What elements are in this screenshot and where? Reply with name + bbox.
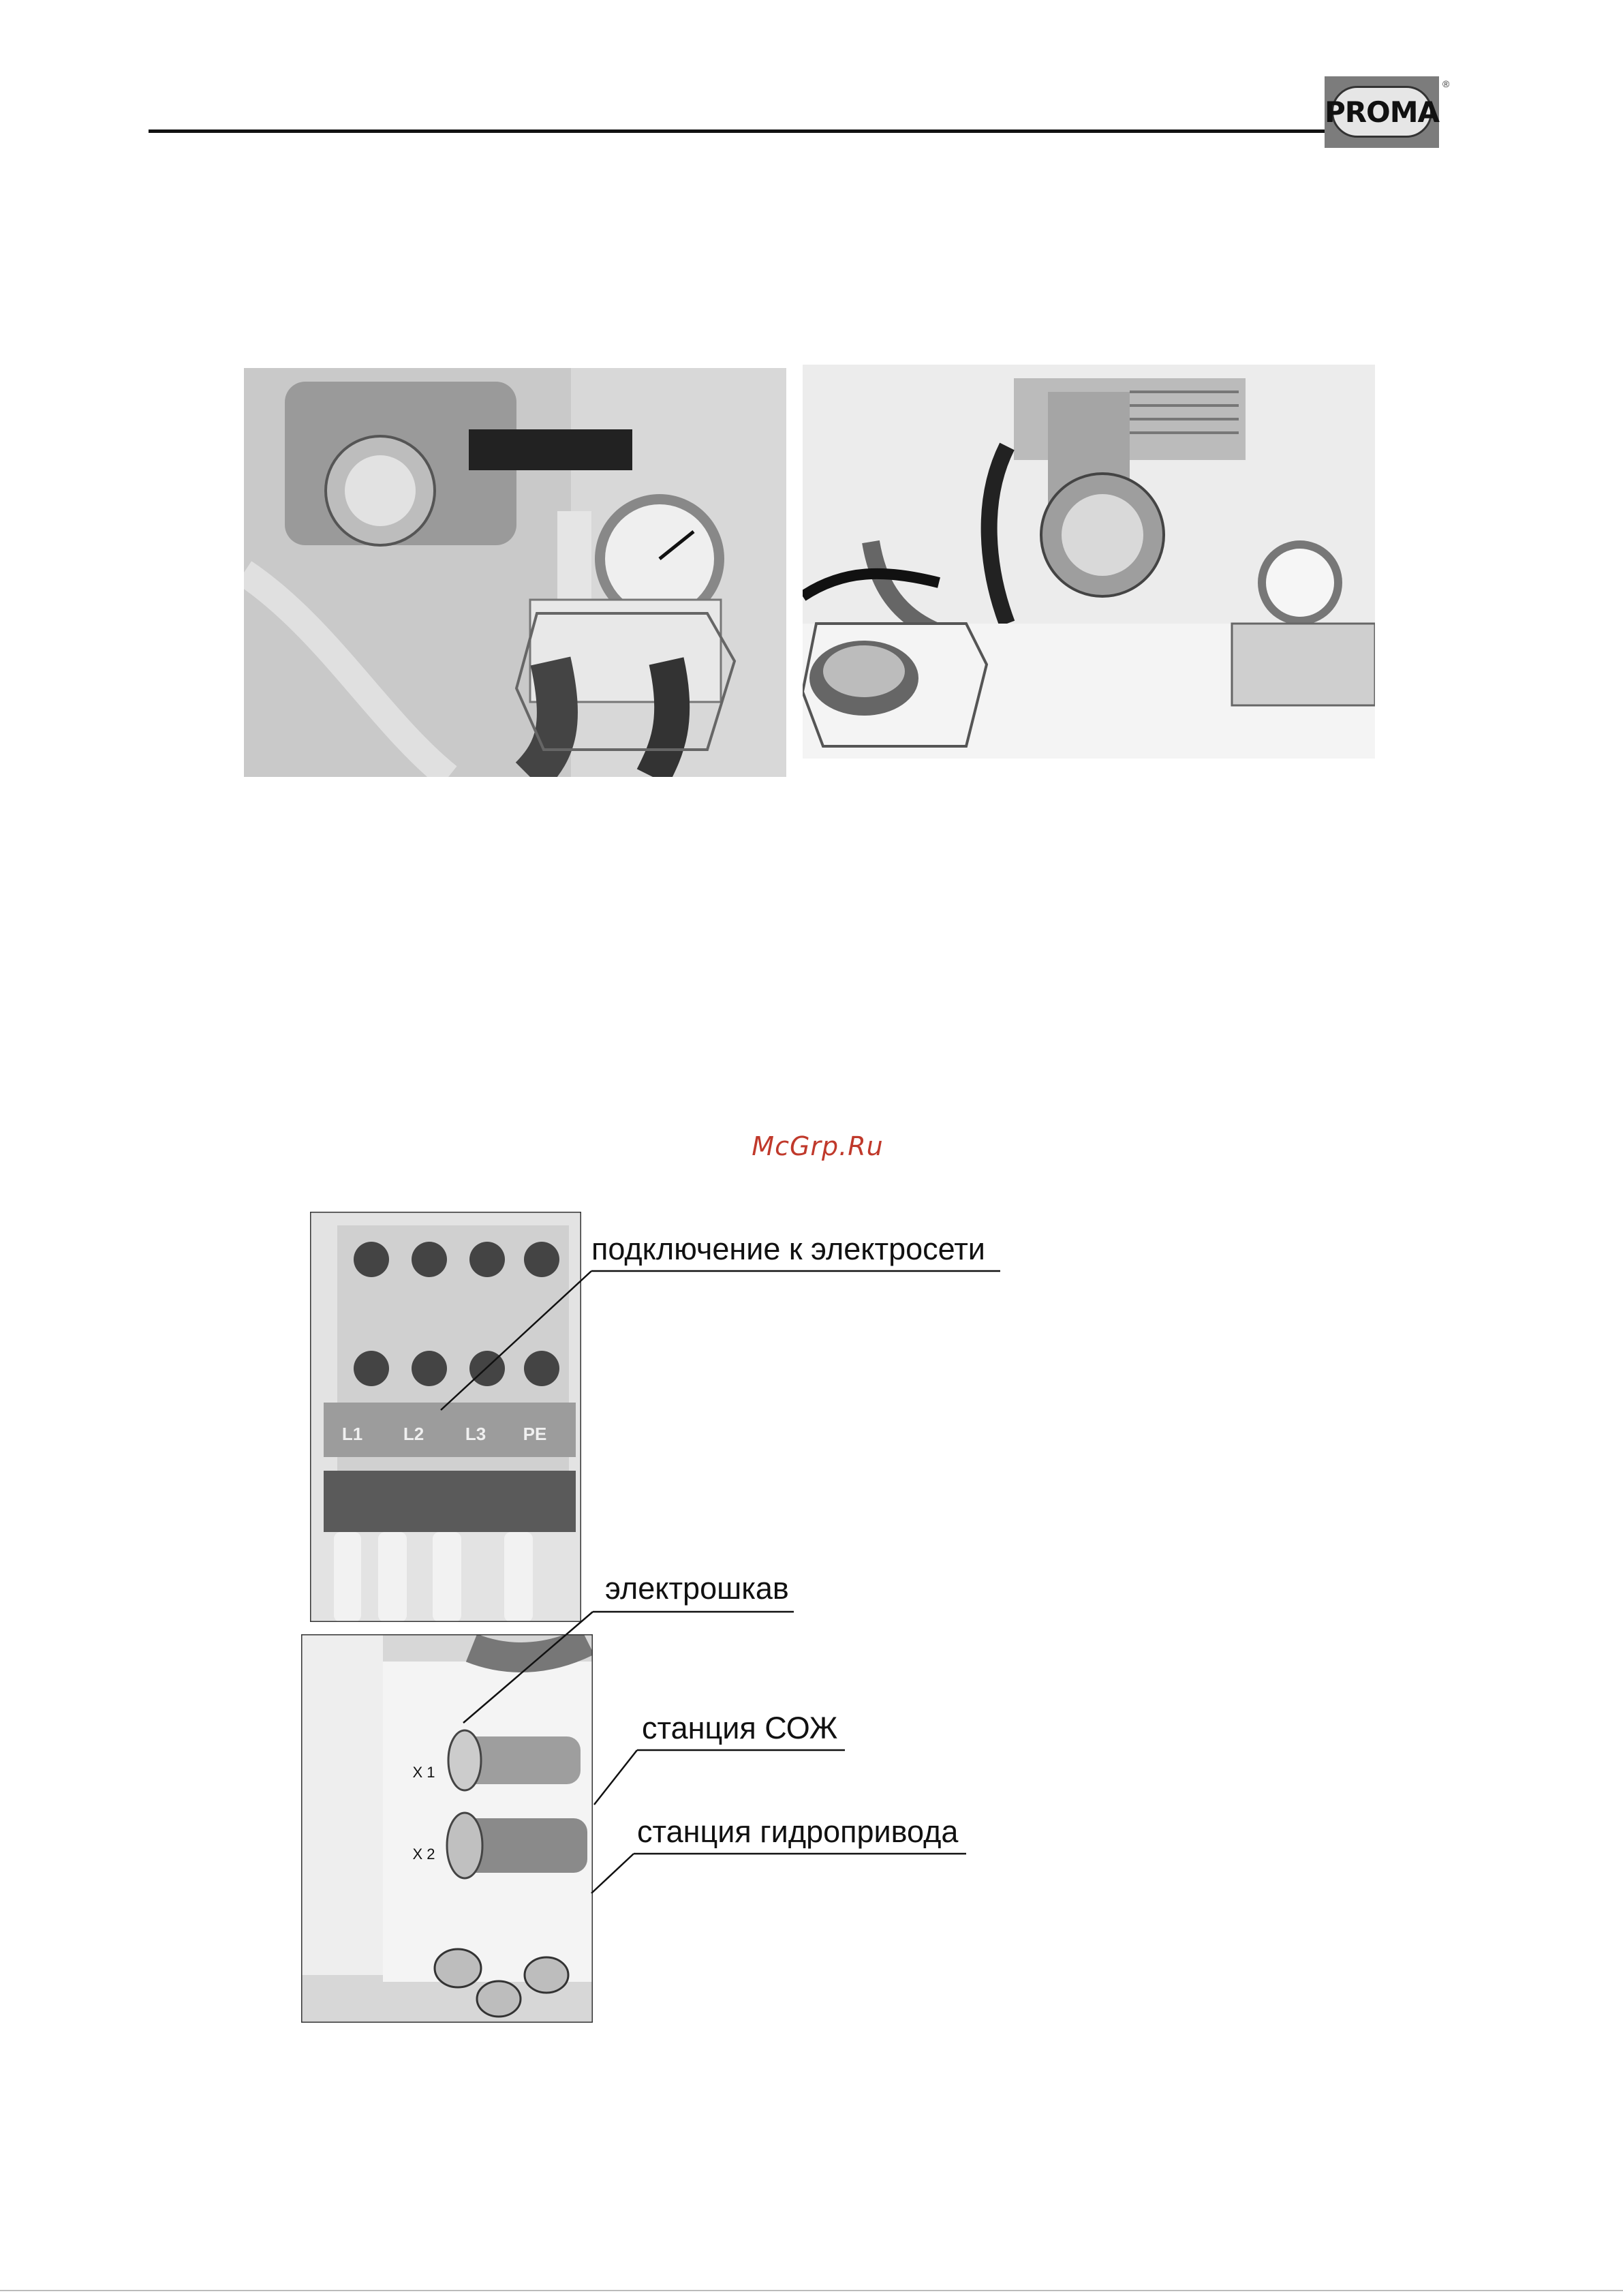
socket-label-x1: X 1 [412, 1764, 435, 1781]
callout-hydraulic-station: станция гидропривода [637, 1814, 959, 1849]
leader-cabinet-pointer [463, 1612, 593, 1723]
registered-mark: ® [1442, 78, 1450, 89]
leader-hydraulic-pointer [591, 1854, 634, 1893]
logo-text: PROMA [1324, 95, 1440, 129]
leader-power-pointer [441, 1271, 591, 1410]
callout-cabinet: электрошкав [605, 1571, 789, 1606]
leader-coolant-pointer [594, 1750, 637, 1805]
callout-power-connection: подключение к электросети [591, 1231, 985, 1266]
callout-coolant-station: станция СОЖ [642, 1711, 838, 1745]
terminal-label-pe: PE [523, 1424, 547, 1444]
socket-label-x2: X 2 [412, 1846, 435, 1863]
watermark: McGrp.Ru [752, 1131, 884, 1161]
bottom-rule [0, 2290, 1623, 2291]
terminal-label-l3: L3 [465, 1424, 486, 1444]
terminal-label-l2: L2 [403, 1424, 424, 1444]
terminal-label-l1: L1 [341, 1424, 363, 1444]
